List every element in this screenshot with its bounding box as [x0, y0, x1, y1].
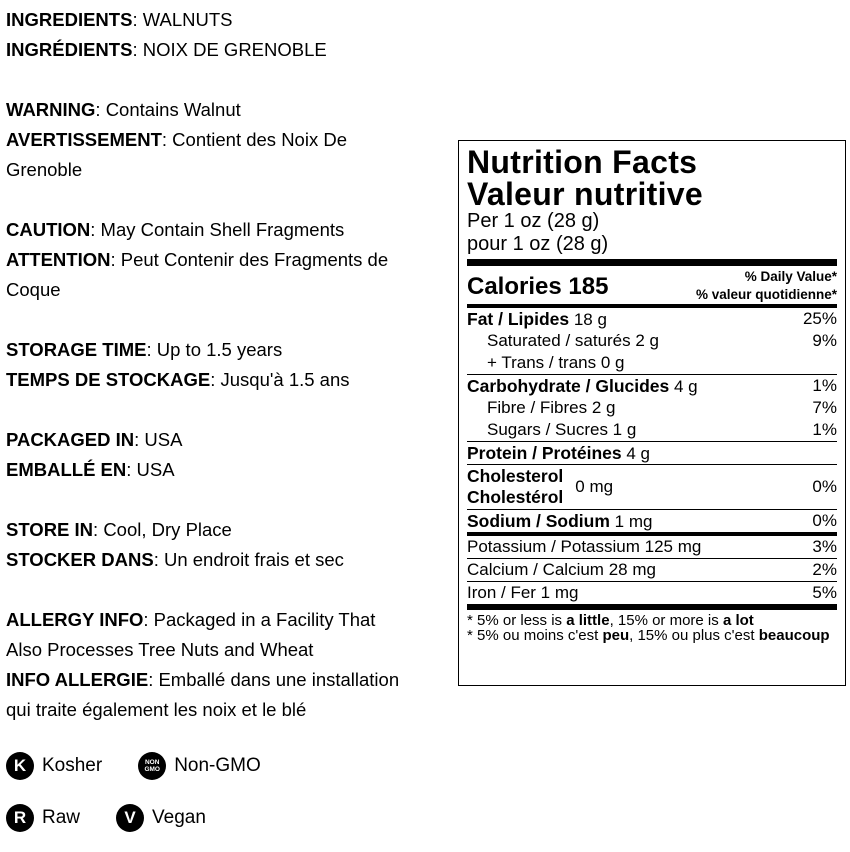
info-value: qui traite également les noix et le blé [6, 699, 307, 720]
footnote-en-little: a little [566, 612, 610, 629]
footnote-en [467, 613, 837, 628]
saturated-dv: 9% [812, 331, 837, 350]
info-label: INGRÉDIENTS [6, 39, 133, 60]
info-label: INGREDIENTS [6, 9, 133, 30]
protein-label: Protein / Protéines [467, 442, 622, 463]
spacer [6, 65, 456, 95]
saturated-row [467, 330, 837, 352]
info-value: : USA [126, 459, 175, 480]
info-line [6, 425, 456, 455]
info-label: ALLERGY INFO [6, 609, 144, 630]
nutrition-title-fr: Valeur nutritive [467, 176, 703, 212]
footnote-en-text: * 5% or less is [467, 612, 567, 629]
calcium-label: Calcium / Calcium 28 mg [467, 560, 656, 579]
info-line [6, 365, 456, 395]
info-value: Coque [6, 279, 61, 300]
footnote-fr [467, 628, 837, 643]
fat-row [467, 308, 837, 330]
badge-vegan [116, 804, 206, 832]
footnote [467, 610, 837, 643]
info-line [6, 665, 456, 695]
info-line [6, 35, 456, 65]
info-label: STORAGE TIME [6, 339, 147, 360]
daily-value-header [696, 268, 837, 304]
info-label: WARNING [6, 99, 96, 120]
sugars-label: Sugars / Sucres 1 g [487, 420, 637, 439]
calories-value: 185 [568, 273, 609, 300]
info-value: Grenoble [6, 159, 83, 180]
carbohydrate-row [467, 375, 837, 397]
sodium-label: Sodium / Sodium [467, 510, 610, 531]
calories-label: Calories [467, 273, 562, 300]
info-line [6, 95, 456, 125]
carbohydrate-dv: 1% [812, 376, 837, 395]
info-value: : May Contain Shell Fragments [90, 219, 345, 240]
footnote-en-text: , 15% or more is [609, 612, 723, 629]
sodium-amount: 1 mg [609, 511, 653, 531]
sodium-dv: 0% [812, 511, 837, 530]
fat-dv: 25% [802, 309, 837, 328]
protein-amount: 4 g [621, 443, 650, 463]
info-value: : Emballé dans une installation [148, 669, 400, 690]
info-line [6, 5, 456, 35]
info-line [6, 545, 456, 575]
calcium-dv: 2% [812, 560, 837, 579]
info-line [6, 275, 456, 305]
calories [467, 274, 608, 304]
info-value: : Contient des Noix De [161, 129, 347, 150]
sugars-dv: 1% [812, 420, 837, 439]
badge-symbol: K [13, 756, 27, 775]
thick-divider [467, 259, 837, 266]
footnote-fr-text: , 15% ou plus c'est [629, 627, 759, 644]
info-value: : USA [134, 429, 183, 450]
spacer [6, 395, 456, 425]
potassium-row [467, 536, 837, 558]
certification-badges [6, 748, 297, 852]
spacer [6, 485, 456, 515]
info-line [6, 245, 456, 275]
fibre-label: Fibre / Fibres 2 g [487, 398, 616, 417]
nutrition-title-en: Nutrition Facts [467, 144, 698, 180]
badge-label: Vegan [152, 807, 206, 828]
cholesterol-label-en: Cholesterol [467, 466, 564, 486]
fibre-row [467, 397, 837, 419]
info-value: : Un endroit frais et sec [153, 549, 344, 570]
carbohydrate-label: Carbohydrate / Glucides [467, 375, 670, 396]
sodium-row [467, 510, 837, 532]
badge-row [6, 748, 297, 784]
info-value: : Peut Contenir des Fragments de [110, 249, 389, 270]
info-label: PACKAGED IN [6, 429, 135, 450]
serving-size-en: Per 1 oz (28 g) [467, 210, 600, 232]
badge-symbol: NON [144, 759, 160, 766]
sugars-row [467, 419, 837, 441]
badge-label: Kosher [42, 755, 103, 776]
spacer [6, 305, 456, 335]
info-value: Also Processes Tree Nuts and Wheat [6, 639, 314, 660]
iron-row [467, 582, 837, 604]
iron-label: Iron / Fer 1 mg [467, 583, 579, 602]
product-info [6, 5, 456, 725]
info-label: EMBALLÉ EN [6, 459, 127, 480]
fibre-dv: 7% [812, 398, 837, 417]
info-label: ATTENTION [6, 249, 111, 270]
trans-label: + Trans / trans 0 g [487, 353, 625, 372]
cholesterol-label [467, 466, 563, 508]
info-label: CAUTION [6, 219, 91, 240]
info-line [6, 155, 456, 185]
badge-raw [6, 804, 80, 832]
iron-dv: 5% [812, 583, 837, 602]
info-value: : Contains Walnut [95, 99, 241, 120]
nutrition-facts-table [458, 140, 846, 686]
badge-symbol: GMO [144, 766, 160, 773]
protein-row [467, 442, 837, 464]
badge-symbol: R [13, 808, 27, 827]
saturated-label: Saturated / saturés 2 g [487, 331, 659, 350]
cholesterol-label-fr: Cholestérol [467, 487, 564, 507]
spacer [6, 185, 456, 215]
info-line [6, 515, 456, 545]
calories-row [467, 266, 837, 304]
info-label: STORE IN [6, 519, 94, 540]
info-line [6, 125, 456, 155]
footnote-fr-text: * 5% ou moins c'est [467, 627, 603, 644]
raw-icon [6, 804, 34, 832]
potassium-label: Potassium / Potassium 125 mg [467, 537, 702, 556]
info-line [6, 455, 456, 485]
footnote-en-lot: a lot [722, 612, 754, 629]
info-line [6, 635, 456, 665]
fat-amount: 18 g [569, 309, 607, 329]
info-label: STOCKER DANS [6, 549, 154, 570]
info-value: : Jusqu'à 1.5 ans [210, 369, 350, 390]
daily-value-en: % Daily Value* [744, 269, 837, 284]
info-label: INFO ALLERGIE [6, 669, 149, 690]
spacer [6, 575, 456, 605]
serving-size-fr: pour 1 oz (28 g) [467, 233, 609, 255]
carbohydrate-amount: 4 g [669, 376, 698, 396]
footnote-fr-beaucoup: beaucoup [758, 627, 830, 644]
cholesterol-row [467, 465, 837, 509]
info-line [6, 695, 456, 725]
badge-non-gmo [138, 752, 261, 780]
daily-value-fr: % valeur quotidienne* [695, 287, 837, 302]
badge-symbol: V [124, 808, 136, 827]
cholesterol-amount: 0 mg [575, 477, 614, 496]
badge-row [6, 800, 297, 836]
info-value: : Cool, Dry Place [93, 519, 232, 540]
info-label: TEMPS DE STOCKAGE [6, 369, 211, 390]
info-value: : Up to 1.5 years [146, 339, 283, 360]
fat-label: Fat / Lipides [467, 308, 570, 329]
calcium-row [467, 559, 837, 581]
potassium-dv: 3% [812, 537, 837, 556]
info-value: : WALNUTS [132, 9, 233, 30]
info-line [6, 335, 456, 365]
badge-kosher [6, 752, 102, 780]
trans-row [467, 352, 837, 374]
badge-label: Non-GMO [174, 755, 261, 776]
info-label: AVERTISSEMENT [6, 129, 162, 150]
info-value: : Packaged in a Facility That [143, 609, 376, 630]
info-line [6, 605, 456, 635]
non-gmo-icon [138, 752, 166, 780]
info-line [6, 215, 456, 245]
info-value: : NOIX DE GRENOBLE [132, 39, 327, 60]
cholesterol-dv: 0% [812, 477, 837, 496]
kosher-icon [6, 752, 34, 780]
vegan-icon [116, 804, 144, 832]
badge-label: Raw [42, 807, 81, 828]
footnote-fr-peu: peu [602, 627, 630, 644]
